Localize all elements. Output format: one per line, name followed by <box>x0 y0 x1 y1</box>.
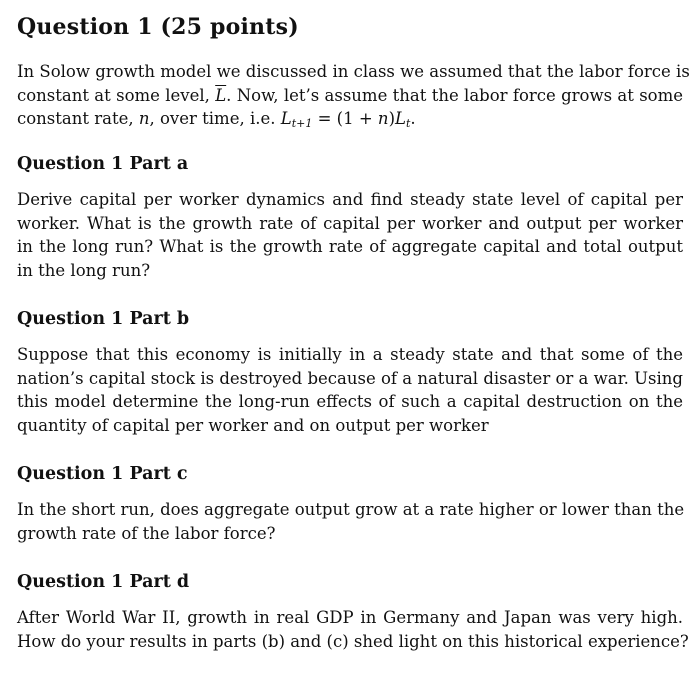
question-title: Question 1 (25 points) <box>17 14 299 40</box>
part-b-line: Suppose that this economy is initially in a steady state and that some of the <box>17 345 683 364</box>
part-a-line: in the long run? <box>17 260 151 280</box>
part-a-heading: Question 1 Part a <box>17 154 189 174</box>
part-b-line: nation’s capital stock is destroyed because of a natural disaster or a war. Using <box>17 368 683 388</box>
intro-line-2: constant at some level, $\overline{L}$. Now, let’s assume that the labor force grows at some <box>17 85 683 105</box>
part-c-heading: Question 1 Part c <box>17 464 188 484</box>
part-b-line: quantity of capital per worker and on output per worker <box>17 415 489 435</box>
part-d-paragraph <box>17 606 689 653</box>
part-a-paragraph <box>17 188 683 282</box>
part-a-line: worker. What is the growth rate of capital per worker and output per worker <box>17 213 683 233</box>
part-a-line: Derive capital per worker dynamics and find steady state level of capital per <box>17 190 683 209</box>
part-c-line: In the short run, does aggregate output grow at a rate higher or lower than the <box>17 500 685 519</box>
part-b-line: this model determine the long-run effects of such a capital destruction on the <box>17 392 683 411</box>
intro-paragraph <box>17 60 690 131</box>
part-c-paragraph <box>17 498 683 545</box>
part-d-heading: Question 1 Part d <box>17 572 190 592</box>
part-a-line: in the long run? What is the growth rate of aggregate capital and total output <box>17 237 683 256</box>
l-bar-symbol: $\overline{L}$ <box>215 85 227 105</box>
part-b-paragraph <box>17 343 683 437</box>
intro-line-3: constant rate, n, over time, i.e. $L_{t+1} = (1 + n)L_t$. <box>17 109 416 130</box>
part-d-line: After World War II, growth in real GDP in Germany and Japan was very high. <box>17 608 683 627</box>
part-b-heading: Question 1 Part b <box>17 309 190 329</box>
part-c-line: growth rate of the labor force? <box>17 523 276 543</box>
intro-line-1: In Solow growth model we discussed in class we assumed that the labor force is <box>17 62 690 81</box>
part-d-line: How do your results in parts (b) and (c) shed light on this historical experience? <box>17 631 689 651</box>
